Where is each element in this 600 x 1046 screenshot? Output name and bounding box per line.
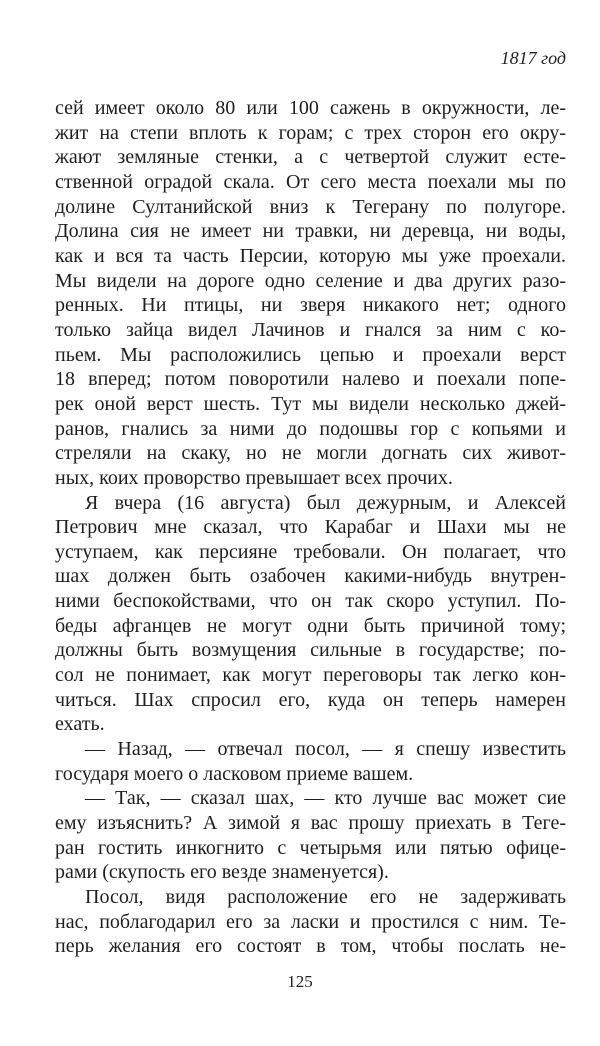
- text-line: шах должен быть озабочен какими-нибудь внутрен-: [55, 565, 566, 588]
- text-line: как и вся та часть Персии, которую мы уже проехали.: [55, 244, 566, 267]
- text-line: рами (скупость его везде знаменуется).: [55, 861, 389, 884]
- text-line: нас, поблагодарил его за ласки и простился с ним. Те-: [55, 910, 566, 933]
- text-line: государя моего о ласковом приеме вашем.: [55, 762, 414, 785]
- text-line: ними беспокойствами, что он так скоро уступил. По-: [55, 590, 566, 613]
- text-line: Я вчера (16 августа) был дежурным, и Алексей: [85, 491, 566, 514]
- text-line: пьем. Мы расположились цепью и проехали верст: [55, 343, 566, 366]
- page-number: 125: [287, 972, 313, 991]
- text-line: рек оной верст шесть. Тут мы видели несколько джей-: [55, 392, 566, 415]
- text-line: Мы видели на дороге одно селение и два других разо-: [55, 269, 566, 292]
- text-line: уступаем, как персияне требовали. Он полагает, что: [55, 540, 566, 563]
- text-line: долине Султанийской вниз к Тегерану по полугоре.: [55, 195, 566, 218]
- text-line: Посол, видя расположение его не задерживать: [85, 886, 566, 908]
- text-line: стреляли на скаку, но не могли догнать сих живот-: [55, 442, 566, 465]
- text-line: жит на степи вплоть к горам; с трех сторон его окру-: [55, 121, 566, 144]
- text-line: ренных. Ни птицы, ни зверя никакого нет; одного: [55, 294, 566, 317]
- text-line: — Назад, — отвечал посол, — я спешу известить: [85, 738, 566, 761]
- text-line: ственной оградой скала. От сего места поехали мы по: [55, 170, 566, 193]
- text-line: перь желания его состоят в том, чтобы послать не-: [55, 935, 566, 958]
- text-line: читься. Шах спросил его, куда он теперь намерен: [55, 688, 566, 711]
- text-line: ему изъяснить? А зимой я вас прошу приехать в Теге-: [55, 812, 566, 835]
- running-header: 1817 год: [500, 48, 566, 68]
- text-line: сол не понимает, как могут переговоры так легко кон-: [55, 664, 566, 687]
- text-line: беды афганцев не могут одни быть причиной тому;: [55, 614, 566, 637]
- text-line: ранов, гнались за ними до подошвы гор с копьями и: [55, 417, 566, 440]
- text-line: должны быть возмущения сильные в государстве; по-: [55, 639, 566, 662]
- text-line: 18 вперед; потом поворотили налево и поехали попе-: [55, 368, 566, 391]
- page-text: [55, 96, 566, 959]
- text-line: — Так, — сказал шах, — кто лучше вас может сие: [85, 787, 566, 810]
- text-line: Петрович мне сказал, что Карабаг и Шахи мы не: [55, 516, 566, 539]
- text-line: ных, коих проворство превышает всех прочих.: [55, 466, 453, 489]
- text-line: жают земляные стенки, а с четвертой служит есте-: [55, 146, 566, 169]
- text-line: только зайца видел Лачинов и гнался за ним с ко-: [55, 318, 566, 341]
- text-line: сей имеет около 80 или 100 сажень в окружности, ле-: [55, 97, 566, 119]
- text-line: ран гостить инкогнито с четырьмя или пятью офице-: [55, 836, 566, 859]
- text-line: Долина сия не имеет ни травки, ни деревца, ни воды,: [55, 220, 566, 243]
- text-line: ехать.: [55, 713, 105, 736]
